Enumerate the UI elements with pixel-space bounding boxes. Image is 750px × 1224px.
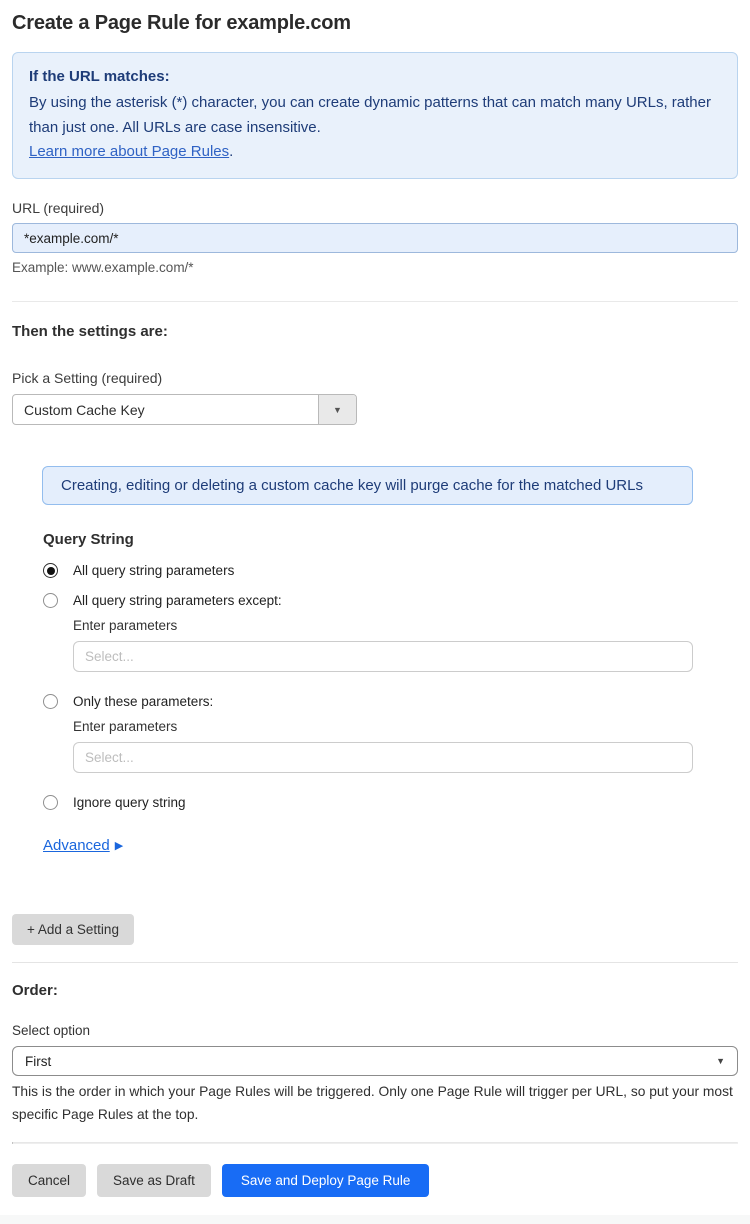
chevron-down-icon: ▼ xyxy=(716,1056,725,1067)
setting-dropdown[interactable] xyxy=(12,394,357,425)
advanced-link-label: Advanced xyxy=(43,837,110,855)
radio-option-label: All query string parameters except: xyxy=(73,593,282,609)
query-string-heading: Query String xyxy=(43,531,134,549)
radio-option-only-these[interactable] xyxy=(43,694,738,709)
footer-buttons xyxy=(12,1164,738,1197)
radio-option-label: Only these parameters: xyxy=(73,694,214,710)
only-parameters-field xyxy=(73,719,738,773)
page-title: Create a Page Rule for example.com xyxy=(12,12,351,34)
except-parameters-field xyxy=(73,618,738,672)
cancel-button[interactable]: Cancel xyxy=(12,1164,86,1197)
advanced-link[interactable] xyxy=(43,837,123,854)
enter-parameters-label: Enter parameters xyxy=(73,719,178,735)
info-box-body: By using the asterisk (*) character, you can create dynamic patterns that can match many URLs, rather than just one. All URLs are case insensitive. xyxy=(29,94,711,136)
info-box-link-line xyxy=(29,140,721,164)
order-select[interactable] xyxy=(12,1046,738,1076)
add-setting-button[interactable]: + Add a Setting xyxy=(12,914,134,945)
url-field-label: URL (required) xyxy=(12,200,105,217)
radio-button-icon[interactable] xyxy=(43,694,58,709)
order-divider xyxy=(12,962,738,963)
triangle-right-icon: ▶ xyxy=(114,840,124,853)
link-period: . xyxy=(229,142,234,160)
only-parameters-input[interactable] xyxy=(73,742,693,773)
pick-setting-label: Pick a Setting (required) xyxy=(12,370,163,387)
radio-button-icon[interactable] xyxy=(43,795,58,810)
chevron-down-icon: ▼ xyxy=(333,404,342,415)
radio-button-icon[interactable] xyxy=(43,593,58,608)
learn-more-link[interactable]: Learn more about Page Rules xyxy=(29,142,230,160)
except-parameters-input[interactable] xyxy=(73,641,693,672)
footer-divider xyxy=(12,1142,738,1144)
order-select-label: Select option xyxy=(12,1023,91,1039)
enter-parameters-label: Enter parameters xyxy=(73,618,178,634)
cache-purge-notice: Creating, editing or deleting a custom cache key will purge cache for the matched URLs xyxy=(42,466,693,505)
order-description: This is the order in which your Page Rules will be triggered. Only one Page Rule will trigger per URL, so put your most specific Page Rules at the top. xyxy=(12,1084,733,1122)
setting-dropdown-arrow-button[interactable] xyxy=(318,395,356,424)
radio-button-icon[interactable] xyxy=(43,563,58,578)
url-example-text: Example: www.example.com/* xyxy=(12,260,194,276)
radio-option-all-except[interactable] xyxy=(43,593,738,608)
query-string-section xyxy=(43,531,738,855)
section-divider xyxy=(12,301,738,302)
radio-option-label: Ignore query string xyxy=(73,795,186,811)
page-bottom-strip xyxy=(0,1215,750,1224)
save-as-draft-button[interactable]: Save as Draft xyxy=(97,1164,211,1197)
setting-dropdown-value: Custom Cache Key xyxy=(24,401,145,418)
order-select-value: First xyxy=(25,1053,52,1069)
url-match-info-box xyxy=(12,52,738,179)
radio-option-ignore-query-string[interactable] xyxy=(43,795,738,810)
radio-option-label: All query string parameters xyxy=(73,563,235,579)
settings-heading: Then the settings are: xyxy=(12,323,168,341)
save-and-deploy-button[interactable]: Save and Deploy Page Rule xyxy=(222,1164,430,1197)
order-heading: Order: xyxy=(12,982,58,1000)
info-box-heading: If the URL matches: xyxy=(29,68,170,85)
url-input[interactable] xyxy=(12,223,738,253)
radio-option-all-params[interactable] xyxy=(43,563,738,578)
